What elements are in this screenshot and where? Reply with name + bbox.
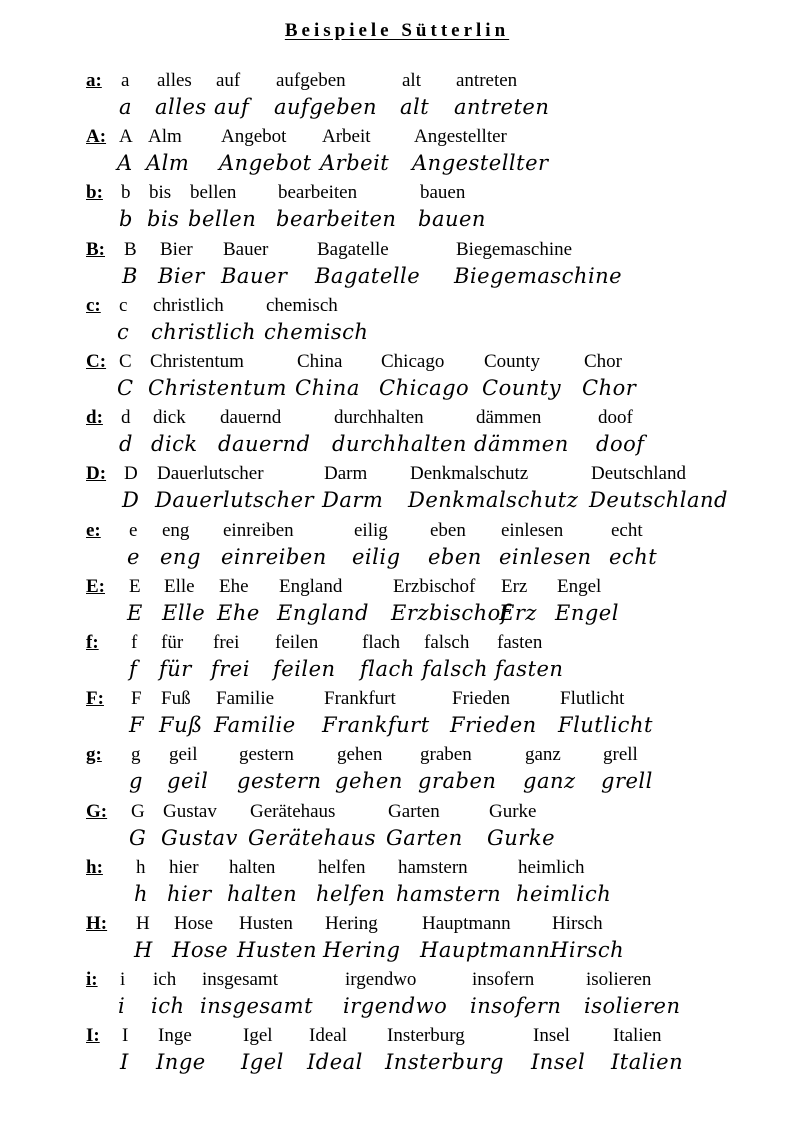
example-word: Hauptmann [422, 913, 511, 934]
example-word: D [124, 463, 138, 485]
example-word: heimlich [518, 856, 585, 878]
example-word: Familie [216, 688, 275, 710]
example-word: Chor [584, 351, 622, 372]
suetterlin-script-word: Hose [172, 938, 229, 962]
suetterlin-script-word: Frankfurt [322, 713, 430, 738]
suetterlin-script-word: i [118, 994, 126, 1019]
letter-entry [86, 407, 766, 463]
suetterlin-script-word: halten [227, 881, 298, 906]
example-word: halten [229, 856, 276, 878]
example-word: hier [169, 856, 199, 878]
suetterlin-script-word: einlesen [499, 544, 592, 569]
letter-entry [86, 463, 766, 519]
suetterlin-script-word: E [127, 600, 143, 625]
example-word: bearbeiten [278, 182, 358, 204]
suetterlin-script-word: Italien [611, 1050, 684, 1075]
letter-label: G: [86, 800, 108, 822]
example-word: County [484, 351, 540, 372]
example-word: hamstern [398, 856, 468, 878]
example-word: Hirsch [552, 913, 603, 934]
example-word: auf [216, 70, 241, 91]
example-word: echt [611, 519, 643, 541]
example-word: Christentum [150, 351, 244, 372]
suetterlin-script-word: doof [596, 432, 645, 457]
example-word: Fuß [161, 688, 191, 710]
suetterlin-script-word: insofern [470, 994, 562, 1019]
suetterlin-script-word: isolieren [584, 994, 681, 1019]
suetterlin-script-word: C [117, 376, 134, 400]
suetterlin-script-word: Erz [499, 600, 537, 625]
suetterlin-script-word: Insel [531, 1050, 586, 1075]
suetterlin-script-word: Alm [146, 151, 190, 176]
suetterlin-script-word: grell [601, 769, 653, 794]
letter-entry [86, 632, 766, 688]
example-word: Chicago [381, 351, 445, 372]
letter-entry [86, 520, 766, 576]
suetterlin-script-word: heimlich [516, 881, 612, 906]
example-word: flach [362, 632, 400, 653]
example-word: christlich [153, 294, 224, 316]
suetterlin-script-word: echt [609, 544, 658, 569]
example-word: frei [213, 632, 240, 653]
example-word: geil [169, 744, 198, 766]
letter-label: I: [86, 1025, 100, 1047]
letter-label: f: [86, 632, 99, 653]
example-word: irgendwo [345, 969, 417, 991]
letter-entry [86, 857, 766, 913]
letter-entry [86, 295, 766, 351]
example-word: England [279, 575, 343, 597]
suetterlin-script-word: Chor [582, 376, 637, 400]
suetterlin-script-word: bearbeiten [276, 207, 397, 232]
suetterlin-script-word: ganz [523, 769, 576, 794]
letter-entry [86, 126, 766, 182]
suetterlin-script-word: a [119, 95, 133, 119]
letter-label: A: [86, 126, 107, 148]
suetterlin-script-word: Gustav [161, 825, 238, 850]
letter-label: D: [86, 463, 107, 485]
suetterlin-script-word: bis [147, 207, 180, 232]
example-word: Flutlicht [560, 688, 625, 710]
example-word: H [136, 913, 150, 934]
example-word: fasten [497, 632, 543, 653]
example-word: gestern [239, 744, 294, 766]
suetterlin-script-word: Insterburg [385, 1050, 504, 1075]
suetterlin-script-word: Dauerlutscher [155, 488, 315, 513]
example-word: Insterburg [387, 1025, 465, 1047]
letter-entry [86, 576, 766, 632]
suetterlin-script-word: Angestellter [412, 151, 549, 176]
example-word: durchhalten [334, 407, 424, 429]
letter-label: h: [86, 856, 103, 878]
suetterlin-script-word: einreiben [221, 544, 327, 569]
example-word: Angestellter [414, 126, 507, 148]
letter-entry [86, 801, 766, 857]
suetterlin-script-word: für [159, 657, 192, 681]
example-word: bellen [190, 182, 237, 204]
example-word: Darm [324, 463, 368, 485]
suetterlin-script-word: A [117, 151, 133, 176]
example-word: C [119, 351, 132, 372]
suetterlin-script-word: Bagatelle [315, 263, 421, 288]
example-word: i [120, 969, 126, 991]
example-word: gehen [337, 744, 383, 766]
suetterlin-script-word: Inge [156, 1050, 206, 1075]
suetterlin-script-word: Gurke [487, 825, 555, 850]
example-word: Frankfurt [324, 688, 396, 710]
letter-label: g: [86, 744, 102, 766]
example-word: Arbeit [322, 126, 371, 148]
example-word: g [131, 744, 141, 766]
example-word: grell [603, 744, 638, 766]
suetterlin-script-word: chemisch [264, 319, 369, 344]
suetterlin-script-word: f [129, 657, 138, 681]
example-word: bauen [420, 182, 466, 204]
suetterlin-script-word: graben [418, 769, 497, 794]
suetterlin-script-word: Ehe [217, 600, 260, 625]
suetterlin-script-word: flach [360, 657, 415, 681]
suetterlin-script-word: Chicago [379, 376, 470, 400]
example-word: helfen [318, 856, 366, 878]
suetterlin-script-word: Erzbischof [391, 600, 510, 625]
example-word: d [121, 407, 131, 429]
suetterlin-script-word: Husten [237, 938, 318, 962]
letter-label: a: [86, 70, 102, 91]
suetterlin-script-word: gestern [237, 769, 322, 794]
suetterlin-script-word: antreten [454, 95, 550, 119]
example-word: insofern [472, 969, 535, 991]
letter-entry [86, 239, 766, 295]
example-word: Husten [239, 913, 293, 934]
example-word: für [161, 632, 184, 653]
example-word: bis [149, 182, 172, 204]
suetterlin-script-word: d [119, 432, 133, 457]
example-word: e [129, 519, 138, 541]
suetterlin-script-word: bellen [188, 207, 257, 232]
suetterlin-script-word: ich [151, 994, 185, 1019]
suetterlin-script-word: fasten [495, 657, 564, 681]
suetterlin-script-word: F [129, 713, 145, 738]
example-word: Inge [158, 1025, 192, 1047]
suetterlin-script-word: alles [155, 95, 207, 119]
suetterlin-script-word: falsch [422, 657, 489, 681]
example-word: I [122, 1025, 129, 1047]
suetterlin-script-word: e [127, 544, 140, 569]
page-title: Beispiele Sütterlin [284, 20, 510, 41]
suetterlin-script-word: D [122, 488, 140, 513]
example-word: Deutschland [591, 463, 686, 485]
example-word: Elle [164, 575, 195, 597]
letter-entry [86, 351, 766, 407]
example-word: Gurke [489, 800, 537, 822]
suetterlin-script-word: helfen [316, 881, 386, 906]
example-word: dauernd [220, 407, 282, 429]
letter-entry [86, 1025, 766, 1081]
example-word: einreiben [223, 519, 294, 541]
suetterlin-script-word: Arbeit [320, 151, 390, 176]
example-word: Alm [148, 126, 182, 148]
suetterlin-script-word: County [482, 376, 562, 400]
suetterlin-script-word: Denkmalschutz [408, 488, 579, 513]
example-word: Italien [613, 1025, 662, 1047]
suetterlin-script-word: feilen [273, 657, 336, 681]
suetterlin-script-word: Igel [241, 1050, 284, 1075]
example-word: graben [420, 744, 472, 766]
example-word: Ideal [309, 1025, 347, 1047]
suetterlin-script-word: irgendwo [343, 994, 448, 1019]
suetterlin-script-word: dauernd [218, 432, 311, 457]
suetterlin-script-word: Christentum [148, 376, 287, 400]
example-word: G [131, 800, 145, 822]
suetterlin-script-word: B [122, 263, 138, 288]
suetterlin-script-word: christlich [151, 319, 256, 344]
example-word: Insel [533, 1025, 570, 1047]
suetterlin-script-word: Hirsch [550, 938, 625, 962]
suetterlin-script-word: frei [211, 657, 250, 681]
suetterlin-script-word: Deutschland [589, 488, 728, 513]
example-word: eng [162, 519, 190, 541]
example-word: chemisch [266, 294, 338, 316]
suetterlin-script-word: Frieden [450, 713, 537, 738]
letter-label: F: [86, 688, 104, 710]
example-word: eben [430, 519, 466, 541]
suetterlin-script-word: Hauptmann [420, 938, 551, 962]
letter-label: d: [86, 407, 103, 429]
example-word: c [119, 294, 128, 316]
suetterlin-script-word: gehen [335, 769, 403, 794]
suetterlin-script-word: Fuß [159, 713, 203, 738]
example-word: alt [402, 70, 421, 91]
example-word: Angebot [221, 126, 287, 148]
suetterlin-script-word: insgesamt [200, 994, 314, 1019]
example-word: ich [153, 969, 177, 991]
suetterlin-script-word: Gerätehaus [248, 825, 376, 850]
example-word: Erzbischof [393, 575, 476, 597]
example-word: ganz [525, 744, 561, 766]
example-word: B [124, 238, 137, 260]
suetterlin-script-word: alt [400, 95, 430, 119]
suetterlin-script-word: hamstern [396, 881, 502, 906]
example-word: China [297, 351, 343, 372]
suetterlin-script-word: durchhalten [332, 432, 467, 457]
suetterlin-script-word: H [134, 938, 153, 962]
suetterlin-script-word: eben [428, 544, 482, 569]
letter-label: b: [86, 182, 103, 204]
example-word: Hose [174, 913, 214, 934]
suetterlin-script-word: Ideal [307, 1050, 363, 1075]
letter-label: B: [86, 238, 105, 260]
example-word: Engel [557, 575, 602, 597]
example-word: b [121, 182, 131, 204]
example-word: E [129, 575, 141, 597]
example-word: aufgeben [276, 70, 346, 91]
example-word: Gustav [163, 800, 217, 822]
letter-entry [86, 913, 766, 969]
letter-label: e: [86, 519, 101, 541]
suetterlin-script-word: Engel [555, 600, 619, 625]
letter-label: i: [86, 969, 98, 991]
letter-entry [86, 182, 766, 238]
suetterlin-script-word: h [134, 881, 149, 906]
letter-entry [86, 969, 766, 1025]
example-word: Biegemaschine [456, 238, 573, 260]
suetterlin-script-word: c [117, 319, 130, 344]
example-word: alles [157, 70, 192, 91]
example-word: Bauer [223, 238, 269, 260]
letter-entry [86, 744, 766, 800]
example-word: antreten [456, 70, 518, 91]
suetterlin-script-word: Flutlicht [558, 713, 653, 738]
suetterlin-script-word: Elle [162, 600, 206, 625]
example-word: Igel [243, 1025, 273, 1047]
suetterlin-script-word: Angebot [219, 151, 312, 176]
example-word: f [131, 632, 138, 653]
example-word: dämmen [476, 407, 542, 429]
letter-label: E: [86, 575, 105, 597]
example-word: doof [598, 407, 633, 429]
example-word: Erz [501, 575, 528, 597]
example-word: isolieren [586, 969, 652, 991]
suetterlin-script-word: auf [214, 95, 250, 119]
example-word: Bier [160, 238, 193, 260]
suetterlin-script-word: aufgeben [274, 95, 378, 119]
suetterlin-script-word: dick [151, 432, 198, 457]
example-word: dick [153, 407, 186, 429]
example-word: Dauerlutscher [157, 463, 264, 485]
example-word: Garten [388, 800, 440, 822]
suetterlin-script-word: G [129, 825, 147, 850]
suetterlin-script-word: dämmen [474, 432, 569, 457]
letter-entry [86, 70, 766, 126]
example-word: Bagatelle [317, 238, 389, 260]
example-word: Ehe [219, 575, 249, 597]
letter-label: c: [86, 294, 101, 316]
suetterlin-script-word: Bauer [221, 263, 288, 288]
example-word: A [119, 126, 133, 148]
example-word: Denkmalschutz [410, 463, 529, 485]
letter-label: H: [86, 913, 108, 934]
example-word: eilig [354, 519, 388, 541]
example-word: a [121, 70, 130, 91]
example-word: Frieden [452, 688, 511, 710]
suetterlin-script-word: China [295, 376, 360, 400]
suetterlin-script-word: eng [160, 544, 201, 569]
example-word: Hering [325, 913, 378, 934]
suetterlin-script-word: Bier [158, 263, 205, 288]
example-word: F [131, 688, 142, 710]
suetterlin-script-word: g [129, 769, 143, 794]
example-word: feilen [275, 632, 319, 653]
example-word: falsch [424, 632, 470, 653]
suetterlin-script-word: eilig [352, 544, 401, 569]
suetterlin-script-word: b [119, 207, 133, 232]
suetterlin-script-word: Garten [386, 825, 463, 850]
letter-entry [86, 688, 766, 744]
example-word: insgesamt [202, 969, 278, 991]
suetterlin-script-word: Hering [323, 938, 401, 962]
suetterlin-script-word: Darm [322, 488, 384, 513]
suetterlin-script-word: England [277, 600, 370, 625]
example-word: einlesen [501, 519, 564, 541]
suetterlin-script-word: Biegemaschine [454, 263, 623, 288]
example-word: Gerätehaus [250, 800, 336, 822]
suetterlin-script-word: geil [167, 769, 209, 794]
example-word: h [136, 856, 146, 878]
suetterlin-script-word: I [120, 1050, 129, 1075]
suetterlin-script-word: bauen [418, 207, 486, 232]
suetterlin-script-word: hier [167, 881, 212, 906]
suetterlin-script-word: Familie [214, 713, 296, 738]
letter-label: C: [86, 351, 107, 372]
